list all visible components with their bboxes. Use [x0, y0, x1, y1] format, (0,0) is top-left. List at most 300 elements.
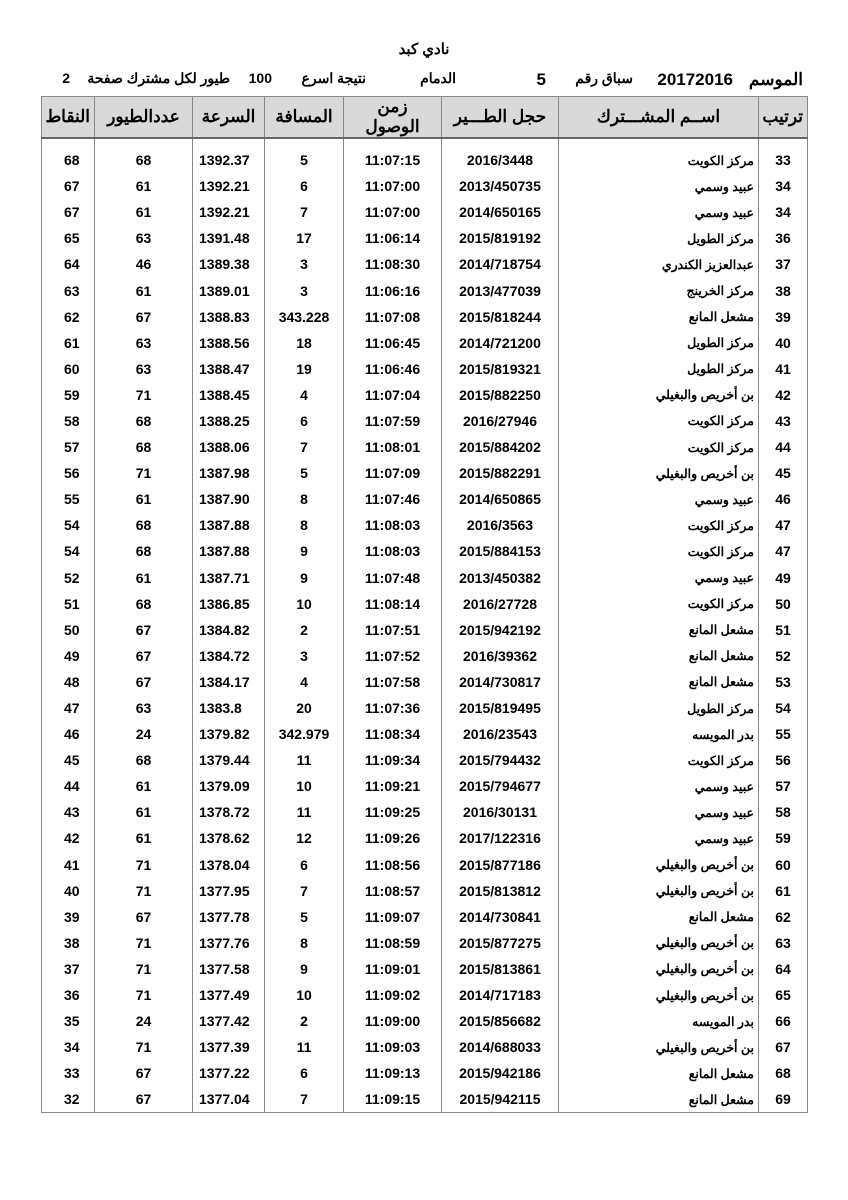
distance-cell: 343.228: [265, 304, 344, 330]
bird-count-cell: 68: [95, 147, 193, 173]
bird-count-cell: 24: [95, 721, 193, 747]
table-row: [42, 538, 808, 564]
table-row: [42, 747, 808, 773]
speed-cell: 1379.09: [193, 773, 265, 799]
distance-cell: 10: [265, 982, 344, 1008]
bird-count-cell: 61: [95, 199, 193, 225]
rank-cell: 53: [759, 669, 808, 695]
speed-cell: 1387.98: [193, 460, 265, 486]
bird-count-cell: 63: [95, 330, 193, 356]
bird-count-cell: 68: [95, 408, 193, 434]
speed-cell: 1379.82: [193, 721, 265, 747]
distance-cell: 7: [265, 199, 344, 225]
distance-cell: 18: [265, 330, 344, 356]
points-cell: 56: [42, 460, 95, 486]
rank-cell: 62: [759, 904, 808, 930]
arrival-time-cell: 11:07:48: [344, 565, 442, 591]
arrival-time-cell: 11:07:58: [344, 669, 442, 695]
points-cell: 44: [42, 773, 95, 799]
ring-cell: 2015/882291: [442, 460, 559, 486]
table-row: [42, 956, 808, 982]
bird-count-cell: 68: [95, 538, 193, 564]
points-cell: 65: [42, 225, 95, 251]
rank-cell: 36: [759, 225, 808, 251]
arrival-time-cell: 11:08:03: [344, 538, 442, 564]
arrival-time-cell: 11:07:09: [344, 460, 442, 486]
ring-cell: 2015/884153: [442, 538, 559, 564]
ring-cell: 2013/450735: [442, 173, 559, 199]
rank-cell: 52: [759, 643, 808, 669]
distance-cell: 10: [265, 591, 344, 617]
distance-cell: 6: [265, 408, 344, 434]
rank-cell: 57: [759, 773, 808, 799]
distance-cell: 6: [265, 852, 344, 878]
table-row: [42, 1060, 808, 1086]
table-row: [42, 617, 808, 643]
arrival-time-cell: 11:07:59: [344, 408, 442, 434]
points-cell: 48: [42, 669, 95, 695]
bird-count-cell: 71: [95, 982, 193, 1008]
col-speed: السرعة: [193, 97, 265, 139]
distance-cell: 5: [265, 460, 344, 486]
member-name-cell: بن أخريص والبغيلي: [559, 878, 759, 904]
table-row: [42, 199, 808, 225]
speed-cell: 1377.76: [193, 930, 265, 956]
speed-cell: 1389.01: [193, 277, 265, 303]
speed-cell: 1377.22: [193, 1060, 265, 1086]
bird-count-cell: 67: [95, 643, 193, 669]
points-cell: 67: [42, 199, 95, 225]
member-name-cell: بن أخريص والبغيلي: [559, 460, 759, 486]
speed-cell: 1377.49: [193, 982, 265, 1008]
table-row: [42, 225, 808, 251]
points-cell: 42: [42, 825, 95, 851]
bird-count-cell: 68: [95, 747, 193, 773]
bird-count-cell: 71: [95, 1034, 193, 1060]
city-label: الدمام: [420, 70, 456, 86]
table-row: [42, 382, 808, 408]
rank-cell: 65: [759, 982, 808, 1008]
ring-cell: 2014/730841: [442, 904, 559, 930]
ring-cell: 2017/122316: [442, 825, 559, 851]
col-distance: المسافة: [265, 97, 344, 139]
points-cell: 55: [42, 486, 95, 512]
points-cell: 45: [42, 747, 95, 773]
points-cell: 41: [42, 852, 95, 878]
bird-count-cell: 67: [95, 669, 193, 695]
speed-cell: 1387.88: [193, 538, 265, 564]
rank-cell: 49: [759, 565, 808, 591]
speed-cell: 1377.58: [193, 956, 265, 982]
arrival-time-cell: 11:06:14: [344, 225, 442, 251]
table-row: [42, 904, 808, 930]
speed-cell: 1388.06: [193, 434, 265, 460]
rank-cell: 39: [759, 304, 808, 330]
bird-count-cell: 67: [95, 617, 193, 643]
speed-cell: 1392.21: [193, 173, 265, 199]
ring-cell: 2015/877275: [442, 930, 559, 956]
bird-count-cell: 61: [95, 565, 193, 591]
member-name-cell: مركز الكويت: [559, 408, 759, 434]
ring-cell: 2016/23543: [442, 721, 559, 747]
distance-cell: 342.979: [265, 721, 344, 747]
col-ring: حجل الطـــير: [442, 97, 559, 139]
points-cell: 51: [42, 591, 95, 617]
points-cell: 36: [42, 982, 95, 1008]
table-row: [42, 773, 808, 799]
speed-cell: 1389.38: [193, 251, 265, 277]
table-row: [42, 304, 808, 330]
table-row: [42, 878, 808, 904]
bird-count-cell: 67: [95, 1086, 193, 1113]
table-row: [42, 147, 808, 173]
arrival-time-cell: 11:07:51: [344, 617, 442, 643]
rank-cell: 51: [759, 617, 808, 643]
table-row: [42, 486, 808, 512]
points-cell: 58: [42, 408, 95, 434]
points-cell: 54: [42, 538, 95, 564]
points-cell: 33: [42, 1060, 95, 1086]
member-name-cell: عبدالعزيز الكندري: [559, 251, 759, 277]
member-name-cell: بن أخريص والبغيلي: [559, 982, 759, 1008]
bird-count-cell: 67: [95, 904, 193, 930]
ring-cell: 2015/818244: [442, 304, 559, 330]
distance-cell: 7: [265, 434, 344, 460]
speed-cell: 1379.44: [193, 747, 265, 773]
speed-cell: 1384.72: [193, 643, 265, 669]
arrival-time-cell: 11:08:14: [344, 591, 442, 617]
rank-cell: 58: [759, 799, 808, 825]
ring-cell: 2016/3448: [442, 147, 559, 173]
rank-cell: 61: [759, 878, 808, 904]
table-row: [42, 825, 808, 851]
bird-count-cell: 61: [95, 277, 193, 303]
speed-cell: 1386.85: [193, 591, 265, 617]
table-row: [42, 643, 808, 669]
points-cell: 54: [42, 512, 95, 538]
points-cell: 39: [42, 904, 95, 930]
arrival-time-cell: 11:08:01: [344, 434, 442, 460]
member-name-cell: مشعل المانع: [559, 1060, 759, 1086]
arrival-time-cell: 11:09:25: [344, 799, 442, 825]
bird-count-cell: 68: [95, 512, 193, 538]
arrival-time-cell: 11:08:56: [344, 852, 442, 878]
speed-cell: 1388.45: [193, 382, 265, 408]
ring-cell: 2013/450382: [442, 565, 559, 591]
distance-cell: 2: [265, 1008, 344, 1034]
ring-cell: 2014/688033: [442, 1034, 559, 1060]
member-name-cell: بن أخريص والبغيلي: [559, 382, 759, 408]
member-name-cell: مشعل المانع: [559, 304, 759, 330]
bird-count-cell: 67: [95, 304, 193, 330]
table-row: [42, 982, 808, 1008]
rank-cell: 59: [759, 825, 808, 851]
ring-cell: 2015/877186: [442, 852, 559, 878]
bird-count-cell: 67: [95, 1060, 193, 1086]
member-name-cell: مركز الكويت: [559, 591, 759, 617]
distance-cell: 3: [265, 277, 344, 303]
speed-cell: 1383.8: [193, 695, 265, 721]
distance-cell: 5: [265, 904, 344, 930]
bird-count-cell: 61: [95, 486, 193, 512]
ring-cell: 2015/813861: [442, 956, 559, 982]
arrival-time-cell: 11:09:26: [344, 825, 442, 851]
member-name-cell: مركز الكويت: [559, 434, 759, 460]
ring-cell: 2014/717183: [442, 982, 559, 1008]
table-row: [42, 799, 808, 825]
bird-count-cell: 71: [95, 878, 193, 904]
speed-cell: 1388.47: [193, 356, 265, 382]
rank-cell: 40: [759, 330, 808, 356]
points-cell: 57: [42, 434, 95, 460]
member-name-cell: مركز الطويل: [559, 356, 759, 382]
table-row: [42, 1034, 808, 1060]
points-cell: 52: [42, 565, 95, 591]
season-value: 20172016: [657, 70, 733, 89]
col-points: النقاط: [42, 97, 95, 139]
member-name-cell: عبيد وسمي: [559, 773, 759, 799]
bird-count-cell: 61: [95, 173, 193, 199]
member-name-cell: بن أخريص والبغيلي: [559, 930, 759, 956]
rank-cell: 37: [759, 251, 808, 277]
speed-cell: 1378.62: [193, 825, 265, 851]
points-cell: 64: [42, 251, 95, 277]
table-row: [42, 591, 808, 617]
bird-count-cell: 71: [95, 460, 193, 486]
table-row: [42, 356, 808, 382]
member-name-cell: مركز الكويت: [559, 538, 759, 564]
points-cell: 32: [42, 1086, 95, 1113]
member-name-cell: مركز الكويت: [559, 747, 759, 773]
rank-cell: 54: [759, 695, 808, 721]
rank-cell: 44: [759, 434, 808, 460]
arrival-time-cell: 11:09:00: [344, 1008, 442, 1034]
ring-cell: 2014/650865: [442, 486, 559, 512]
speed-cell: 1391.48: [193, 225, 265, 251]
table-row: [42, 721, 808, 747]
bird-count-cell: 61: [95, 773, 193, 799]
points-cell: 62: [42, 304, 95, 330]
member-name-cell: عبيد وسمي: [559, 825, 759, 851]
arrival-time-cell: 11:07:00: [344, 173, 442, 199]
points-cell: 47: [42, 695, 95, 721]
result-count: 100: [248, 70, 272, 86]
arrival-time-cell: 11:07:46: [344, 486, 442, 512]
distance-cell: 9: [265, 538, 344, 564]
points-cell: 63: [42, 277, 95, 303]
race-number: 5: [536, 70, 546, 89]
distance-cell: 4: [265, 669, 344, 695]
member-name-cell: بدر المويسه: [559, 1008, 759, 1034]
bird-count-cell: 71: [95, 382, 193, 408]
speed-cell: 1388.25: [193, 408, 265, 434]
ring-cell: 2015/942186: [442, 1060, 559, 1086]
distance-cell: 19: [265, 356, 344, 382]
ring-cell: 2015/942192: [442, 617, 559, 643]
member-name-cell: مركز الطويل: [559, 695, 759, 721]
ring-cell: 2016/3563: [442, 512, 559, 538]
distance-cell: 7: [265, 1086, 344, 1113]
arrival-time-cell: 11:07:00: [344, 199, 442, 225]
rank-cell: 34: [759, 173, 808, 199]
distance-cell: 6: [265, 1060, 344, 1086]
table-row: [42, 930, 808, 956]
rank-cell: 50: [759, 591, 808, 617]
ring-cell: 2014/730817: [442, 669, 559, 695]
member-name-cell: عبيد وسمي: [559, 199, 759, 225]
bird-count-cell: 63: [95, 695, 193, 721]
member-name-cell: مشعل المانع: [559, 617, 759, 643]
distance-cell: 9: [265, 565, 344, 591]
arrival-time-cell: 11:08:34: [344, 721, 442, 747]
points-cell: 61: [42, 330, 95, 356]
table-row: [42, 1086, 808, 1113]
distance-cell: 8: [265, 930, 344, 956]
table-row: [42, 460, 808, 486]
member-name-cell: مشعل المانع: [559, 643, 759, 669]
rank-cell: 69: [759, 1086, 808, 1113]
table-row: [42, 173, 808, 199]
bird-count-cell: 71: [95, 852, 193, 878]
distance-cell: 6: [265, 173, 344, 199]
ring-cell: 2016/27728: [442, 591, 559, 617]
distance-cell: 10: [265, 773, 344, 799]
distance-cell: 3: [265, 643, 344, 669]
table-row: [42, 251, 808, 277]
ring-cell: 2015/813812: [442, 878, 559, 904]
bird-count-cell: 46: [95, 251, 193, 277]
ring-cell: 2014/721200: [442, 330, 559, 356]
member-name-cell: مشعل المانع: [559, 1086, 759, 1113]
distance-cell: 11: [265, 799, 344, 825]
bird-count-cell: 71: [95, 956, 193, 982]
rank-cell: 42: [759, 382, 808, 408]
rank-cell: 43: [759, 408, 808, 434]
distance-cell: 5: [265, 147, 344, 173]
points-cell: 43: [42, 799, 95, 825]
club-title: نادي كبد: [398, 41, 450, 58]
distance-cell: 11: [265, 1034, 344, 1060]
rank-cell: 60: [759, 852, 808, 878]
rank-cell: 56: [759, 747, 808, 773]
table-row: [42, 695, 808, 721]
arrival-time-cell: 11:09:03: [344, 1034, 442, 1060]
rank-cell: 46: [759, 486, 808, 512]
member-name-cell: بن أخريص والبغيلي: [559, 1034, 759, 1060]
arrival-time-cell: 11:09:21: [344, 773, 442, 799]
arrival-time-cell: 11:09:13: [344, 1060, 442, 1086]
points-cell: 68: [42, 147, 95, 173]
bird-count-cell: 63: [95, 356, 193, 382]
results-table: [41, 96, 808, 1113]
ring-cell: 2014/650165: [442, 199, 559, 225]
distance-cell: 20: [265, 695, 344, 721]
rank-cell: 63: [759, 930, 808, 956]
arrival-time-cell: 11:07:52: [344, 643, 442, 669]
points-cell: 67: [42, 173, 95, 199]
speed-cell: 1388.56: [193, 330, 265, 356]
season-label: الموسم: [748, 70, 803, 89]
ring-cell: 2015/819321: [442, 356, 559, 382]
ring-cell: 2015/819192: [442, 225, 559, 251]
arrival-time-cell: 11:07:36: [344, 695, 442, 721]
points-cell: 50: [42, 617, 95, 643]
per-member-label: طيور لكل مشترك صفحة: [87, 70, 230, 86]
member-name-cell: بدر المويسه: [559, 721, 759, 747]
col-bird-count: عددالطيور: [95, 97, 193, 139]
ring-cell: 2016/30131: [442, 799, 559, 825]
arrival-time-cell: 11:09:02: [344, 982, 442, 1008]
table-body: [42, 138, 808, 1113]
ring-cell: 2015/794432: [442, 747, 559, 773]
bird-count-cell: 61: [95, 825, 193, 851]
speed-cell: 1384.17: [193, 669, 265, 695]
points-cell: 34: [42, 1034, 95, 1060]
points-cell: 38: [42, 930, 95, 956]
speed-cell: 1377.78: [193, 904, 265, 930]
member-name-cell: مركز الكويت: [559, 512, 759, 538]
result-label: نتيجة اسرع: [301, 70, 366, 86]
points-cell: 40: [42, 878, 95, 904]
speed-cell: 1388.83: [193, 304, 265, 330]
rank-cell: 33: [759, 147, 808, 173]
member-name-cell: مشعل المانع: [559, 904, 759, 930]
table-row: [42, 434, 808, 460]
speed-cell: 1384.82: [193, 617, 265, 643]
col-arrival-time: زمن الوصول: [344, 97, 442, 139]
bird-count-cell: 61: [95, 799, 193, 825]
speed-cell: 1387.88: [193, 512, 265, 538]
distance-cell: 7: [265, 878, 344, 904]
speed-cell: 1378.04: [193, 852, 265, 878]
member-name-cell: عبيد وسمي: [559, 486, 759, 512]
member-name-cell: عبيد وسمي: [559, 173, 759, 199]
member-name-cell: بن أخريص والبغيلي: [559, 852, 759, 878]
arrival-time-cell: 11:07:15: [344, 147, 442, 173]
distance-cell: 9: [265, 956, 344, 982]
points-cell: 60: [42, 356, 95, 382]
speed-cell: 1377.95: [193, 878, 265, 904]
table-row: [42, 1008, 808, 1034]
speed-cell: 1392.37: [193, 147, 265, 173]
rank-cell: 47: [759, 512, 808, 538]
distance-cell: 4: [265, 382, 344, 408]
col-member-name: اســم المشـــترك: [559, 97, 759, 139]
distance-cell: 11: [265, 747, 344, 773]
ring-cell: 2015/794677: [442, 773, 559, 799]
page-number: 2: [62, 70, 70, 86]
distance-cell: 12: [265, 825, 344, 851]
rank-cell: 67: [759, 1034, 808, 1060]
speed-cell: 1377.04: [193, 1086, 265, 1113]
bird-count-cell: 71: [95, 930, 193, 956]
speed-cell: 1387.90: [193, 486, 265, 512]
arrival-time-cell: 11:08:59: [344, 930, 442, 956]
rank-cell: 68: [759, 1060, 808, 1086]
arrival-time-cell: 11:09:01: [344, 956, 442, 982]
rank-cell: 34: [759, 199, 808, 225]
distance-cell: 8: [265, 486, 344, 512]
arrival-time-cell: 11:06:46: [344, 356, 442, 382]
bird-count-cell: 68: [95, 434, 193, 460]
col-rank: ترتيب: [759, 97, 808, 139]
bird-count-cell: 24: [95, 1008, 193, 1034]
rank-cell: 38: [759, 277, 808, 303]
table-row: [42, 512, 808, 538]
arrival-time-cell: 11:08:57: [344, 878, 442, 904]
points-cell: 46: [42, 721, 95, 747]
member-name-cell: مركز الخرينج: [559, 277, 759, 303]
